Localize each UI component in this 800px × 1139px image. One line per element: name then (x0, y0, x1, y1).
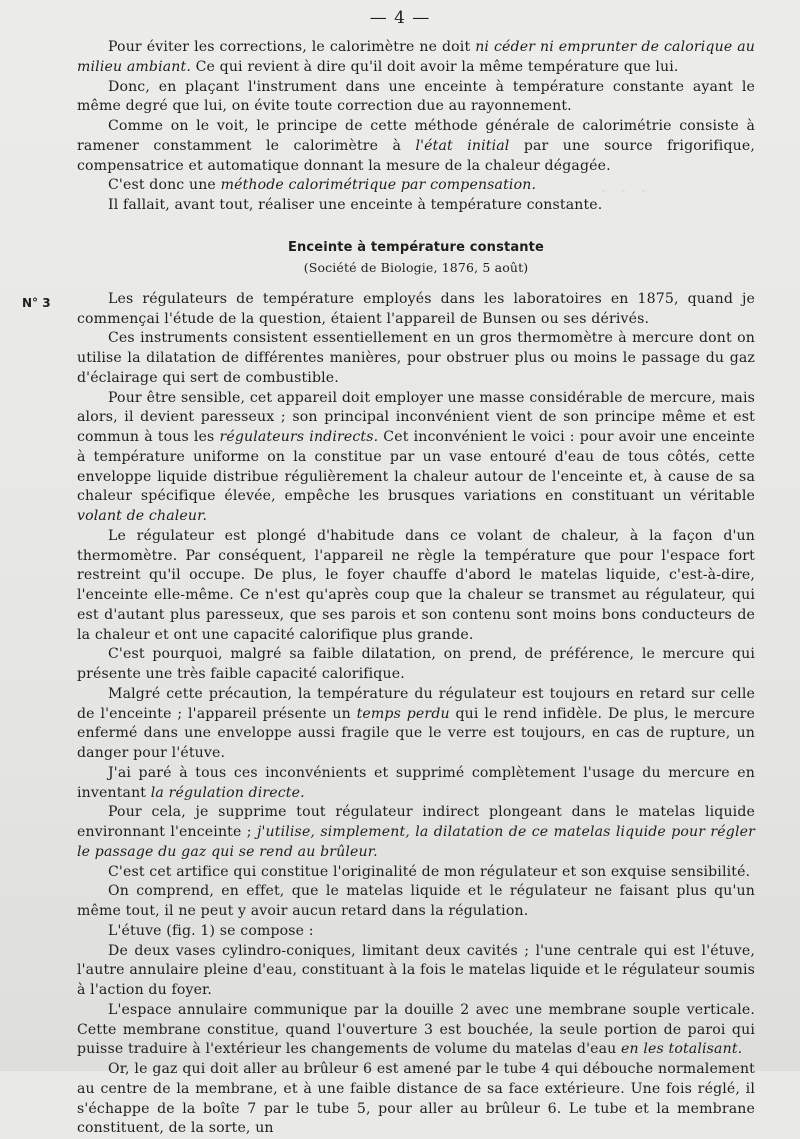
text-run: C'est pourquoi, malgré sa faible dilatation, on prend, de préférence, le mercure qui présente une très faible capacité calorifique. (77, 646, 755, 682)
text-run: C'est donc une (108, 177, 221, 194)
italic-run: l'état initial (415, 137, 510, 154)
text-run: Les régulateurs de température employés dans les laboratoires en 1875, quand je commençai l'étude de la question, étaient l'appareil de Bunsen ou ses dérivés. (77, 290, 755, 327)
text-run: J'ai paré à tous ces inconvénients et supprimé complètement l'usage du mercure en inventant (77, 764, 755, 801)
main-paragraph (77, 922, 755, 942)
main-paragraph (77, 645, 755, 685)
intro-paragraph (77, 117, 755, 176)
page-number: — 4 — (369, 8, 431, 28)
italic-run: en les totalisant. (621, 1041, 743, 1058)
main-section (77, 290, 755, 1139)
italic-run: volant de chaleur. (77, 508, 208, 524)
text-run: L'étuve (fig. 1) se compose : (108, 922, 314, 939)
intro-paragraph (77, 78, 755, 118)
text-run: Il fallait, avant tout, réaliser une enceinte à température constante. (108, 197, 603, 213)
text-run: L'espace annulaire communique par la douille 2 avec une membrane souple verticale. Cette membrane constitue, quand l'ouverture 3 est bouchée, la seule portion de paroi qui puisse traduire à l'extérieur les changements de volume du matelas d'eau (77, 1001, 755, 1058)
main-paragraph (77, 527, 755, 646)
intro-paragraph (77, 176, 755, 196)
italic-run: régulateurs indirects. (219, 429, 379, 445)
italic-run: méthode calorimétrique par compensation. (220, 177, 537, 194)
text-run: Pour éviter les corrections, le calorimètre ne doit (108, 39, 476, 55)
main-paragraph (77, 942, 755, 1001)
text-run: Comme on le voit, le principe de cette méthode générale de calorimétrie consiste à ramener constamment le calorimètre à (77, 118, 755, 154)
section-source: (Société de Biologie, 1876, 5 août) (303, 259, 529, 275)
section-title: Enceinte à température constante (287, 239, 545, 255)
text-run: par une source frigorifique, compensatrice et automatique donnant la mesure de la chaleur dégagée. (77, 137, 755, 174)
text-run: qui le rend infidèle. De plus, le mercure enfermé dans une enveloppe aussi fragile que le verre est toujours, en cas de rupture, un danger pour l'étuve. (77, 705, 755, 761)
italic-run: la régulation directe. (150, 784, 305, 801)
italic-run: j'utilise, simplement, la dilatation de ce matelas liquide pour régler le passage du gaz qui se rend au brûleur. (77, 824, 756, 860)
text-run: De deux vases cylindro-coniques, limitant deux cavités ; l'une centrale qui est l'étuve, l'autre annulaire pleine d'eau, constituant à la fois le matelas liquide et le régulateur soumis à l'action du foyer. (77, 942, 755, 998)
main-paragraph (77, 685, 755, 764)
main-paragraph (77, 764, 755, 804)
margin-note: N° 3 (22, 296, 51, 310)
main-paragraph (77, 863, 755, 883)
intro-section (77, 38, 755, 216)
text-run: C'est cet artifice qui constitue l'originalité de mon régulateur et son exquise sensibilité. (108, 863, 751, 880)
intro-paragraph (77, 38, 755, 78)
text-run: Or, le gaz qui doit aller au brûleur 6 est amené par le tube 4 qui débouche normalement au centre de la membrane, et à une faible distance de sa face extérieure. Une fois réglé, il s'échappe de la boîte 7 par le tube 5, pour aller au brûleur 6. Le tube et la membrane constituent, de la sorte, un (77, 1061, 755, 1137)
main-paragraph (77, 1001, 755, 1060)
text-run: Cet inconvénient le voici : pour avoir une enceinte à température uniforme on la constitue par un vase entouré d'eau de tous côtés, cette enveloppe liquide distribue régulièrement la chaleur autour de l'enceinte et, à cause de sa chaleur spécifique élevée, empêche les brusques variations en constituant un véritable (77, 429, 755, 505)
italic-run: temps perdu (356, 705, 450, 722)
intro-paragraph (77, 196, 755, 216)
main-paragraph (77, 389, 755, 527)
text-run: Pour être sensible, cet appareil doit employer une masse considérable de mercure, mais alors, il devient paresseux ; son principal inconvénient vient de son principe même et est commun à tous les (77, 389, 755, 445)
main-paragraph (77, 1060, 755, 1139)
text-run: Pour cela, je supprime tout régulateur indirect plongeant dans le matelas liquide environnant l'enceinte ; (77, 804, 755, 840)
italic-run: ni céder ni emprunter de calorique au milieu ambiant. (77, 39, 755, 75)
text-run: On comprend, en effet, que le matelas liquide et le régulateur ne faisant plus qu'un même tout, il ne peut y avoir aucun retard dans la régulation. (77, 883, 755, 919)
text-run: Le régulateur est plongé d'habitude dans ce volant de chaleur, à la façon d'un thermomètre. Par conséquent, l'appareil ne règle la température que pour l'espace fort restreint qu'il occupe. De plus, le foyer chauffe d'abord le matelas liquide, c'est-à-dire, l'enceinte elle-même. Ce n'est qu'après coup que la chaleur se transmet au régulateur, qui est d'autant plus paresseux, que ses parois et son contenu sont moins bons conducteurs de la chaleur et ont une capacité calorifique plus grande. (77, 527, 755, 643)
main-paragraph (77, 882, 755, 922)
document-body (77, 38, 755, 1139)
text-run: Ce qui revient à dire qu'il doit avoir la même température que lui. (190, 58, 679, 75)
text-run: Donc, en plaçant l'instrument dans une enceinte à température constante ayant le même degré que lui, on évite toute correction due au rayonnement. (77, 78, 755, 115)
text-run: Ces instruments consistent essentiellement en un gros thermomètre à mercure dont on utilise la dilatation de différentes manières, pour obstruer plus ou moins le passage du gaz d'éclairage qui sert de combustible. (77, 330, 755, 386)
main-paragraph (77, 803, 755, 862)
text-run: Malgré cette précaution, la température du régulateur est toujours en retard sur celle de l'enceinte ; l'appareil présente un (77, 685, 755, 722)
main-paragraph (77, 329, 755, 388)
main-paragraph (77, 290, 755, 330)
show-through-ghost: · · · (600, 180, 650, 205)
